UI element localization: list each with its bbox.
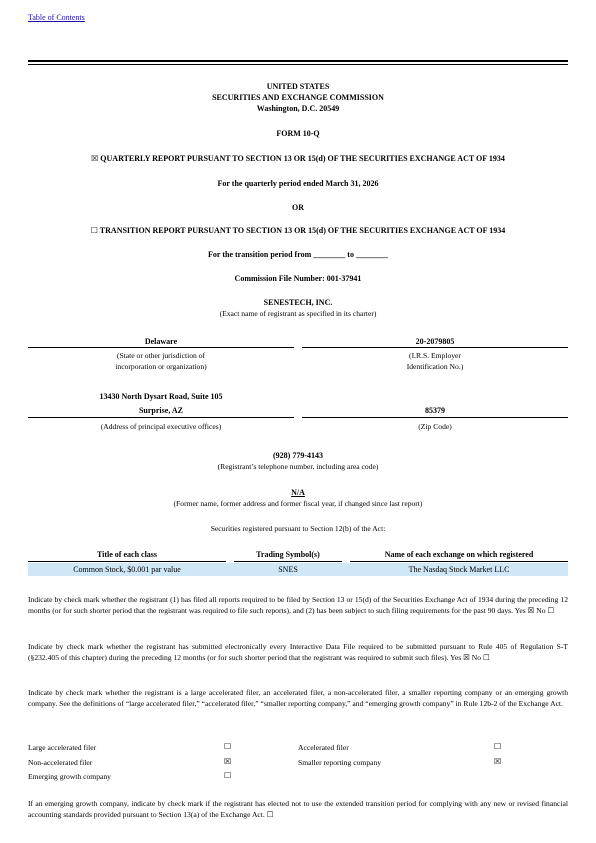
accelerated-filer-label: Accelerated filer: [298, 743, 349, 752]
phone-caption: (Registrant’s telephone number, including area code): [217, 462, 379, 471]
transition-report-line: [28, 225, 568, 236]
large-accelerated-filer-checkbox-icon[interactable]: ☐: [224, 742, 232, 751]
table-of-contents-link[interactable]: Table of Contents: [28, 13, 85, 22]
or-separator: OR: [292, 203, 304, 212]
zip-caption: (Zip Code): [418, 422, 452, 431]
table-row: [28, 563, 568, 576]
cell-trading-symbol: SNES: [278, 565, 298, 574]
former-name-block: [28, 487, 568, 509]
paragraph-reports-filed: Indicate by check mark whether the registrant (1) has filed all reports required to be filed by Section 13 or 15(d) of the Securities Exchange Act of 1934 during the preceding 12 months (or for such shorter period that the registrant was required to file such reports), and (2) has been subject to such filing requirements for the past 90 days. Yes ☒ No ☐: [28, 595, 568, 615]
top-thin-rule: [28, 64, 568, 65]
smaller-reporting-company-checkbox-icon[interactable]: ☒: [494, 757, 502, 766]
address-line-2: Surprise, AZ: [138, 406, 183, 415]
address-underline: [28, 417, 294, 418]
quarterly-checkbox-icon[interactable]: ☒: [91, 154, 99, 163]
non-accelerated-filer-label: Non-accelerated filer: [28, 758, 93, 767]
former-name-caption: (Former name, former address and former fiscal year, if changed since last report): [173, 499, 423, 508]
phone-value: (928) 779-4143: [273, 451, 323, 460]
irs-underline: [302, 347, 568, 348]
header-underline-exchange: [350, 561, 568, 562]
state-caption-line-1: (State or other jurisdiction of: [116, 351, 206, 360]
registrant-name-caption: (Exact name of registrant as specified in its charter): [219, 309, 377, 318]
quarterly-report-line: [28, 153, 568, 164]
quarterly-period-line: For the quarterly period ended March 31, 2026: [217, 179, 379, 188]
header-line-3: Washington, D.C. 20549: [256, 104, 340, 113]
emerging-growth-company-label: Emerging growth company: [28, 772, 111, 781]
transition-period-line: For the transition period from ________ to ________: [208, 250, 388, 259]
header-underline-symbol: [234, 561, 342, 562]
address-line-1: 13430 North Dysart Road, Suite 105: [99, 392, 223, 401]
non-accelerated-filer-checkbox-icon[interactable]: ☒: [224, 757, 232, 766]
transition-report-label: TRANSITION REPORT PURSUANT TO SECTION 13 OR 15(d) OF THE SECURITIES EXCHANGE ACT OF 1934: [99, 226, 506, 235]
zip-code-value: 85379: [425, 406, 445, 415]
state-caption-line-2: incorporation or organization): [115, 362, 207, 371]
sec-header: [28, 81, 568, 114]
commission-file-number: Commission File Number: 001-37941: [234, 274, 362, 283]
cell-exchange-name: The Nasdaq Stock Market LLC: [408, 565, 510, 574]
table-header-title: Title of each class: [96, 550, 158, 559]
header-underline-title: [28, 561, 226, 562]
registrant-block: [28, 297, 568, 319]
paragraph-interactive-data: Indicate by check mark whether the registrant has submitted electronically every Interactive Data File required to be submitted pursuant to Rule 405 of Regulation S-T (§232.405 of this chapter) during the preceding 12 months (or for such shorter period that the registrant was required to submit such files). Yes ☒ No ☐: [28, 642, 568, 662]
irs-caption-line-2: Identification No.): [406, 362, 464, 371]
zip-underline: [302, 417, 568, 418]
accelerated-filer-checkbox-icon[interactable]: ☐: [494, 742, 502, 751]
address-caption: (Address of principal executive offices): [100, 422, 222, 431]
transition-checkbox-icon[interactable]: ☐: [90, 226, 98, 235]
paragraph-emerging-growth-election: If an emerging growth company, indicate by check mark if the registrant has elected not to use the extended transition period for complying with any new or revised financial accounting standards provided pursuant to Section 13(a) of the Exchange Act. ☐: [28, 799, 568, 819]
smaller-reporting-company-label: Smaller reporting company: [298, 758, 382, 767]
quarterly-report-label: QUARTERLY REPORT PURSUANT TO SECTION 13 OR 15(d) OF THE SECURITIES EXCHANGE ACT OF 1934: [100, 154, 505, 163]
top-double-rule: [28, 60, 568, 62]
header-line-1: UNITED STATES: [266, 82, 330, 91]
phone-block: [28, 450, 568, 472]
paragraph-filer-type: Indicate by check mark whether the registrant is a large accelerated filer, an accelerated filer, a non-accelerated filer, a smaller reporting company or an emerging growth company. See the definitions of “large accelerated filer,” “accelerated filer,” “smaller reporting company,” and “emerging growth company” in Rule 12b-2 of the Exchange Act.: [28, 688, 568, 708]
irs-caption-line-1: (I.R.S. Employer: [409, 351, 461, 360]
irs-caption: [302, 350, 568, 372]
state-caption: [28, 350, 294, 372]
registrant-name: SENESTECH, INC.: [263, 298, 333, 307]
state-value: Delaware: [144, 337, 178, 346]
table-header-symbol: Trading Symbol(s): [256, 550, 320, 559]
large-accelerated-filer-label: Large accelerated filer: [28, 743, 97, 752]
irs-number-value: 20-2079805: [415, 337, 455, 346]
cell-title-of-class: Common Stock, $0.001 par value: [73, 565, 181, 574]
form-type: FORM 10-Q: [276, 129, 320, 138]
table-header-exchange: Name of each exchange on which registered: [384, 550, 534, 559]
emerging-growth-company-checkbox-icon[interactable]: ☐: [224, 771, 232, 780]
securities-intro: Securities registered pursuant to Section 12(b) of the Act:: [210, 524, 386, 533]
state-underline: [28, 347, 294, 348]
header-line-2: SECURITIES AND EXCHANGE COMMISSION: [212, 93, 384, 102]
former-name-value: N/A: [291, 488, 305, 497]
